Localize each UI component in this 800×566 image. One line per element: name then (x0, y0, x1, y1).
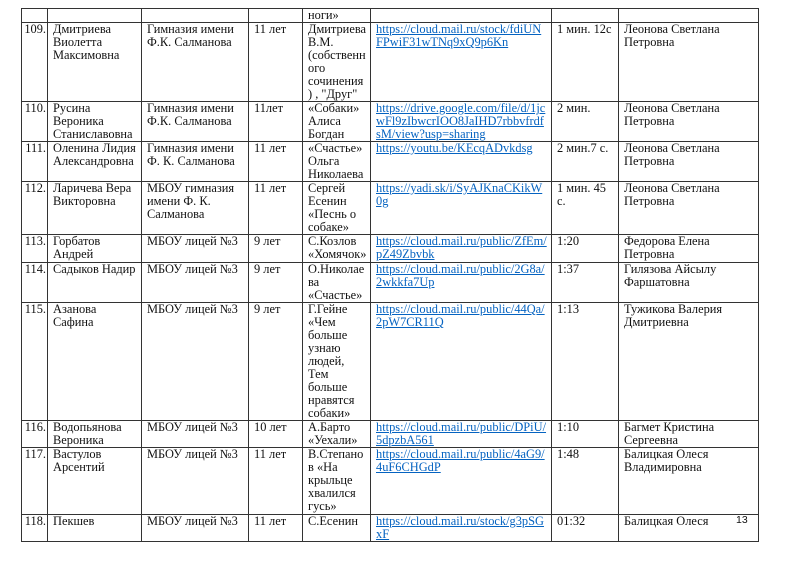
age-cell: 11 лет (249, 23, 303, 102)
age-cell: 9 лет (249, 235, 303, 263)
age-cell: 11 лет (249, 182, 303, 235)
participant-name-cell: Горбатов Андрей (48, 235, 142, 263)
participant-name-cell: Дмитриева Виолетта Максимовна (48, 23, 142, 102)
video-link[interactable]: https://drive.google.com/file/d/1jcwFl9zIbwcrIOO8JaIHD7rbbvfrdfsM/view?usp=sharing (376, 101, 546, 141)
age-cell: 11лет (249, 102, 303, 142)
duration-cell: 1:10 (552, 421, 619, 448)
school-cell: МБОУ лицей №3 (142, 303, 249, 421)
school-cell: МБОУ лицей №3 (142, 263, 249, 303)
age-cell: 9 лет (249, 303, 303, 421)
row-number-cell: 111. (22, 142, 48, 182)
table-row (22, 263, 759, 303)
age-cell: 11 лет (249, 515, 303, 542)
work-title-cell: ноги» (303, 9, 371, 23)
teacher-cell (619, 9, 759, 23)
video-link-cell (371, 235, 552, 263)
video-link-cell (371, 9, 552, 23)
video-link[interactable]: https://cloud.mail.ru/public/4aG9/4uF6CHGdP (376, 447, 545, 474)
row-number-cell (22, 9, 48, 23)
video-link[interactable]: https://cloud.mail.ru/public/DPiU/5dpzbA561 (376, 420, 547, 447)
work-title-cell: С.Есенин (303, 515, 371, 542)
teacher-cell: Леонова Светлана Петровна (619, 102, 759, 142)
participant-name-cell: Водопьянова Вероника (48, 421, 142, 448)
table-row (22, 9, 759, 23)
table-row (22, 515, 759, 542)
video-link[interactable]: https://cloud.mail.ru/public/44Qa/2pW7CR11Q (376, 302, 545, 329)
teacher-cell: Тужикова Валерия Дмитриевна (619, 303, 759, 421)
participant-name-cell: Вастулов Арсентий (48, 448, 142, 515)
row-number-cell: 114. (22, 263, 48, 303)
teacher-cell: Леонова Светлана Петровна (619, 142, 759, 182)
teacher-cell: Гилязова Айсылу Фаршатовна (619, 263, 759, 303)
age-cell: 9 лет (249, 263, 303, 303)
row-number-cell: 116. (22, 421, 48, 448)
work-title-cell: Сергей Есенин «Песнь о собаке» (303, 182, 371, 235)
participants-table (21, 8, 759, 542)
work-title-cell: О.Николае ва «Счастье» (303, 263, 371, 303)
school-cell (142, 9, 249, 23)
row-number-cell: 118. (22, 515, 48, 542)
video-link-cell (371, 515, 552, 542)
participant-name-cell: Оленина Лидия Александровна (48, 142, 142, 182)
table-row (22, 235, 759, 263)
row-number-cell: 110. (22, 102, 48, 142)
row-number-cell: 112. (22, 182, 48, 235)
participant-name-cell: Ларичева Вера Викторовна (48, 182, 142, 235)
video-link-cell (371, 142, 552, 182)
age-cell: 10 лет (249, 421, 303, 448)
video-link[interactable]: https://cloud.mail.ru/public/2G8a/2wkkfa7Up (376, 262, 545, 289)
work-title-cell: А.Барто «Уехали» (303, 421, 371, 448)
duration-cell: 1:20 (552, 235, 619, 263)
video-link-cell (371, 23, 552, 102)
video-link-cell (371, 263, 552, 303)
table-row (22, 303, 759, 421)
school-cell: МБОУ лицей №3 (142, 421, 249, 448)
table-row (22, 142, 759, 182)
duration-cell: 01:32 (552, 515, 619, 542)
work-title-cell: В.Степанов «На крыльце хвалился гусь» (303, 448, 371, 515)
table-row (22, 23, 759, 102)
video-link[interactable]: https://cloud.mail.ru/stock/g3pSGxF (376, 514, 544, 541)
row-number-cell: 113. (22, 235, 48, 263)
teacher-cell: Балицкая Олеся Владимировна (619, 448, 759, 515)
school-cell: МБОУ лицей №3 (142, 448, 249, 515)
participant-name-cell: Азанова Сафина (48, 303, 142, 421)
school-cell: МБОУ лицей №3 (142, 235, 249, 263)
school-cell: МБОУ гимназия имени Ф. К. Салманова (142, 182, 249, 235)
school-cell: Гимназия имени Ф.К. Салманова (142, 102, 249, 142)
duration-cell: 2 мин. (552, 102, 619, 142)
row-number-cell: 115. (22, 303, 48, 421)
teacher-cell: Балицкая Олеся (619, 515, 759, 542)
video-link-cell (371, 102, 552, 142)
duration-cell: 1:48 (552, 448, 619, 515)
work-title-cell: «Счастье» Ольга Николаева (303, 142, 371, 182)
age-cell: 11 лет (249, 142, 303, 182)
video-link[interactable]: https://cloud.mail.ru/public/ZfEm/pZ49Zbvbk (376, 234, 547, 261)
page-number: 13 (736, 514, 748, 526)
video-link-cell (371, 448, 552, 515)
participant-name-cell: Русина Вероника Станиславовна (48, 102, 142, 142)
table-row (22, 102, 759, 142)
video-link-cell (371, 421, 552, 448)
work-title-cell: С.Козлов «Хомячок» (303, 235, 371, 263)
duration-cell: 1:13 (552, 303, 619, 421)
participant-name-cell (48, 9, 142, 23)
duration-cell: 2 мин.7 с. (552, 142, 619, 182)
school-cell: МБОУ лицей №3 (142, 515, 249, 542)
row-number-cell: 117. (22, 448, 48, 515)
duration-cell: 1 мин. 45 с. (552, 182, 619, 235)
school-cell: Гимназия имени Ф.К. Салманова (142, 23, 249, 102)
video-link[interactable]: https://cloud.mail.ru/stock/fdiUNFPwiF31wTNq9xQ9p6Kn (376, 22, 542, 49)
video-link[interactable]: https://youtu.be/KEcqADvkdsg (376, 141, 533, 155)
table-row (22, 182, 759, 235)
teacher-cell: Леонова Светлана Петровна (619, 23, 759, 102)
work-title-cell: Дмитриева В.М. (собственн ого сочинения) , "Друг" (303, 23, 371, 102)
age-cell (249, 9, 303, 23)
table-row (22, 448, 759, 515)
teacher-cell: Леонова Светлана Петровна (619, 182, 759, 235)
participant-name-cell: Садыков Надир (48, 263, 142, 303)
age-cell: 11 лет (249, 448, 303, 515)
participant-name-cell: Пекшев (48, 515, 142, 542)
video-link-cell (371, 182, 552, 235)
school-cell: Гимназия имени Ф. К. Салманова (142, 142, 249, 182)
video-link[interactable]: https://yadi.sk/i/SyAJKnaCKikW0g (376, 181, 543, 208)
duration-cell: 1 мин. 12с (552, 23, 619, 102)
teacher-cell: Багмет Кристина Сергеевна (619, 421, 759, 448)
row-number-cell: 109. (22, 23, 48, 102)
work-title-cell: «Собаки» Алиса Богдан (303, 102, 371, 142)
duration-cell: 1:37 (552, 263, 619, 303)
duration-cell (552, 9, 619, 23)
teacher-cell: Федорова Елена Петровна (619, 235, 759, 263)
work-title-cell: Г.Гейне «Чем больше узнаю людей, Тем больше нравятся собаки» (303, 303, 371, 421)
video-link-cell (371, 303, 552, 421)
table-row (22, 421, 759, 448)
